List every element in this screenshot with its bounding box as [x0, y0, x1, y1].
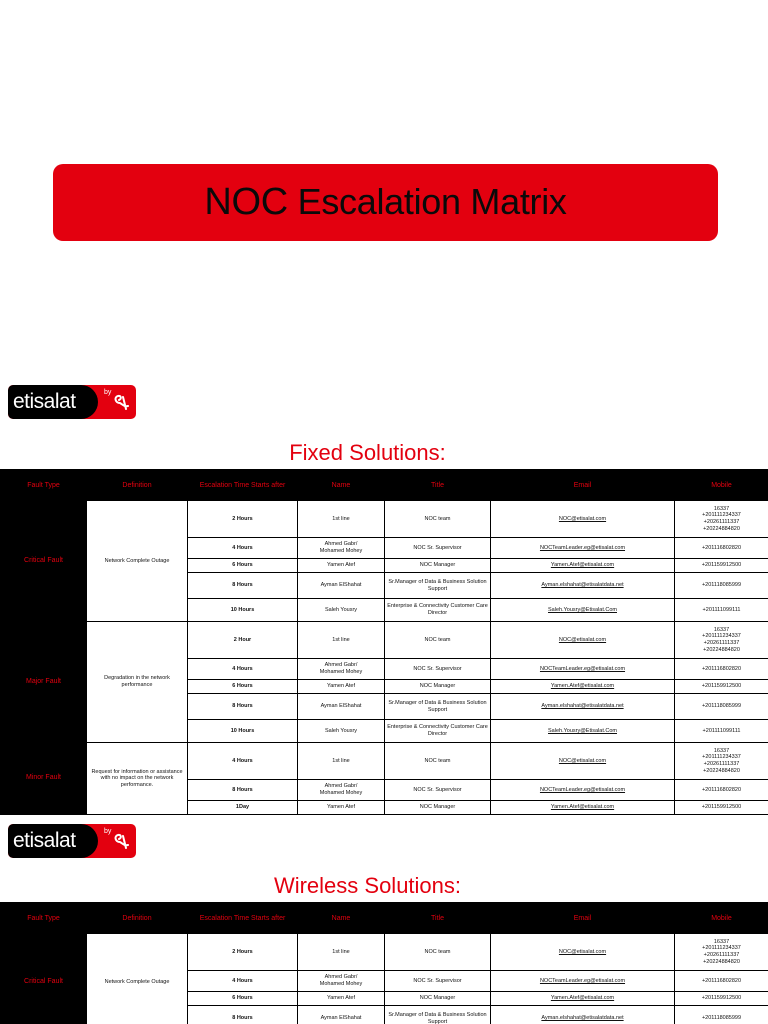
mobile-cell: 16337 +201111234337 +20261111337 +20224884820 [675, 622, 768, 659]
title-cell: NOC team [385, 743, 491, 780]
email-link[interactable]: NOCTeamLeader.eg@etisalat.com [491, 659, 675, 680]
col-fault-type: Fault Type [1, 470, 87, 501]
mobile-cell: +201111099111 [675, 720, 768, 743]
title-cell: NOC Manager [385, 992, 491, 1006]
escalation-time-cell: 1Day [188, 801, 298, 815]
mobile-cell: +201159912500 [675, 559, 768, 573]
fault-type-cell: Minor Fault [1, 743, 87, 815]
definition-cell: Degradation in the network performance [87, 622, 188, 743]
title-rest: Escalation Matrix [297, 181, 567, 222]
name-cell: Ayman ElShahat [298, 1006, 385, 1024]
name-cell: Ahmed Gabr/ Mohamed Mohey [298, 780, 385, 801]
name-cell: Yamen Atef [298, 559, 385, 573]
email-link[interactable]: Ayman.elshahat@etisalatdata.net [491, 694, 675, 720]
title-cell: NOC Manager [385, 559, 491, 573]
title-cell: Enterprise & Connectivity Customer Care Director [385, 720, 491, 743]
col-mobile: Mobile [675, 470, 768, 501]
logo-wordmark: etisalat [8, 385, 98, 419]
table-row [1, 743, 768, 780]
col-definition: Definition [87, 470, 188, 501]
fixed-escalation-table [0, 469, 768, 815]
col-title: Title [385, 903, 491, 934]
title-cell: NOC Manager [385, 801, 491, 815]
mobile-cell: +201116802820 [675, 780, 768, 801]
col-mobile: Mobile [675, 903, 768, 934]
escalation-time-cell: 8 Hours [188, 573, 298, 599]
wireless-escalation-table [0, 902, 768, 1024]
mobile-cell: +201159912500 [675, 680, 768, 694]
col-fault-type: Fault Type [1, 903, 87, 934]
email-link[interactable]: NOCTeamLeader.eg@etisalat.com [491, 971, 675, 992]
name-cell: Ahmed Gabr/ Mohamed Mohey [298, 659, 385, 680]
email-link[interactable]: Yamen.Atef@etisalat.com [491, 992, 675, 1006]
email-link[interactable]: Saleh.Yousry@Etisalat.Com [491, 720, 675, 743]
definition-cell: Network Complete Outage [87, 501, 188, 622]
col-escalation-time: Escalation Time Starts after [188, 903, 298, 934]
escalation-time-cell: 10 Hours [188, 720, 298, 743]
email-link[interactable]: NOC@etisalat.com [491, 743, 675, 780]
name-cell: 1st line [298, 934, 385, 971]
escalation-time-cell: 4 Hours [188, 743, 298, 780]
email-link[interactable]: Yamen.Atef@etisalat.com [491, 680, 675, 694]
title-cell: Sr.Manager of Data & Business Solution Support [385, 573, 491, 599]
col-definition: Definition [87, 903, 188, 934]
name-cell: Ahmed Gabr/ Mohamed Mohey [298, 971, 385, 992]
wireless-solutions-heading: Wireless Solutions: [273, 873, 462, 898]
escalation-time-cell: 6 Hours [188, 992, 298, 1006]
page-title [204, 181, 566, 224]
definition-cell: Network Complete Outage [87, 934, 188, 1024]
name-cell: Ayman ElShahat [298, 694, 385, 720]
escalation-time-cell: 10 Hours [188, 599, 298, 622]
col-escalation-time: Escalation Time Starts after [188, 470, 298, 501]
col-name: Name [298, 903, 385, 934]
email-link[interactable]: NOC@etisalat.com [491, 934, 675, 971]
title-cell: NOC team [385, 501, 491, 538]
title-noc: NOC [204, 181, 288, 223]
fixed-solutions-heading: Fixed Solutions: [289, 440, 446, 465]
escalation-time-cell: 4 Hours [188, 538, 298, 559]
mobile-cell: +201159912500 [675, 992, 768, 1006]
mobile-cell: 16337 +201111234337 +20261111337 +20224884820 [675, 743, 768, 780]
email-link[interactable]: Ayman.elshahat@etisalatdata.net [491, 1006, 675, 1024]
mobile-cell: +201159912500 [675, 801, 768, 815]
mobile-cell: +201116802820 [675, 971, 768, 992]
email-link[interactable]: NOCTeamLeader.eg@etisalat.com [491, 780, 675, 801]
name-cell: 1st line [298, 622, 385, 659]
table-row [1, 622, 768, 659]
title-cell: NOC team [385, 622, 491, 659]
name-cell: Ayman ElShahat [298, 573, 385, 599]
col-email: Email [491, 470, 675, 501]
fault-type-cell: Major Fault [1, 622, 87, 743]
col-name: Name [298, 470, 385, 501]
mobile-cell: +201111099111 [675, 599, 768, 622]
fault-type-cell: Critical Fault [1, 934, 87, 1024]
mobile-cell: +201118085999 [675, 694, 768, 720]
title-cell: NOC Manager [385, 680, 491, 694]
escalation-time-cell: 6 Hours [188, 680, 298, 694]
escalation-time-cell: 8 Hours [188, 1006, 298, 1024]
email-link[interactable]: NOC@etisalat.com [491, 622, 675, 659]
table-row [1, 501, 768, 538]
mobile-cell: 16337 +201111234337 +20261111337 +20224884820 [675, 501, 768, 538]
mobile-cell: +201118085999 [675, 1006, 768, 1024]
escalation-time-cell: 2 Hours [188, 501, 298, 538]
table-row [1, 934, 768, 971]
title-banner [53, 164, 718, 241]
title-cell: Sr.Manager of Data & Business Solution Support [385, 694, 491, 720]
escalation-time-cell: 2 Hours [188, 934, 298, 971]
escalation-time-cell: 8 Hours [188, 694, 298, 720]
eand-brand-icon [112, 393, 130, 410]
title-cell: Sr.Manager of Data & Business Solution Support [385, 1006, 491, 1024]
name-cell: Ahmed Gabr/ Mohamed Mohey [298, 538, 385, 559]
title-cell: NOC team [385, 934, 491, 971]
logo-by: by [104, 389, 112, 396]
email-link[interactable]: Ayman.elshahat@etisalatdata.net [491, 573, 675, 599]
eand-brand-icon [112, 832, 130, 849]
escalation-time-cell: 6 Hours [188, 559, 298, 573]
col-email: Email [491, 903, 675, 934]
table-header-row [1, 470, 768, 501]
email-link[interactable]: Saleh.Yousry@Etisalat.Com [491, 599, 675, 622]
mobile-cell: +201116802820 [675, 659, 768, 680]
name-cell: Saleh Yousry [298, 720, 385, 743]
mobile-cell: 16337 +201111234337 +20261111337 +20224884820 [675, 934, 768, 971]
escalation-time-cell: 4 Hours [188, 971, 298, 992]
name-cell: Saleh Yousry [298, 599, 385, 622]
name-cell: Yamen Atef [298, 992, 385, 1006]
fault-type-cell: Critical Fault [1, 501, 87, 622]
name-cell: Yamen Atef [298, 680, 385, 694]
title-cell: NOC Sr. Supervisor [385, 659, 491, 680]
name-cell: 1st line [298, 501, 385, 538]
title-cell: NOC Sr. Supervisor [385, 538, 491, 559]
email-link[interactable]: NOCTeamLeader.eg@etisalat.com [491, 538, 675, 559]
table-header-row [1, 903, 768, 934]
email-link[interactable]: Yamen.Atef@etisalat.com [491, 559, 675, 573]
etisalat-logo [8, 824, 136, 858]
name-cell: 1st line [298, 743, 385, 780]
definition-cell: Request for information or assistance with no impact on the network performance. [87, 743, 188, 815]
title-cell: NOC Sr. Supervisor [385, 971, 491, 992]
mobile-cell: +201118085999 [675, 573, 768, 599]
mobile-cell: +201116802820 [675, 538, 768, 559]
col-title: Title [385, 470, 491, 501]
escalation-time-cell: 8 Hours [188, 780, 298, 801]
email-link[interactable]: NOC@etisalat.com [491, 501, 675, 538]
title-cell: NOC Sr. Supervisor [385, 780, 491, 801]
title-cell: Enterprise & Connectivity Customer Care Director [385, 599, 491, 622]
name-cell: Yamen Atef [298, 801, 385, 815]
logo-wordmark: etisalat [8, 824, 98, 858]
email-link[interactable]: Yamen.Atef@etisalat.com [491, 801, 675, 815]
escalation-time-cell: 2 Hour [188, 622, 298, 659]
etisalat-logo [8, 385, 136, 419]
logo-by: by [104, 828, 112, 835]
escalation-time-cell: 4 Hours [188, 659, 298, 680]
